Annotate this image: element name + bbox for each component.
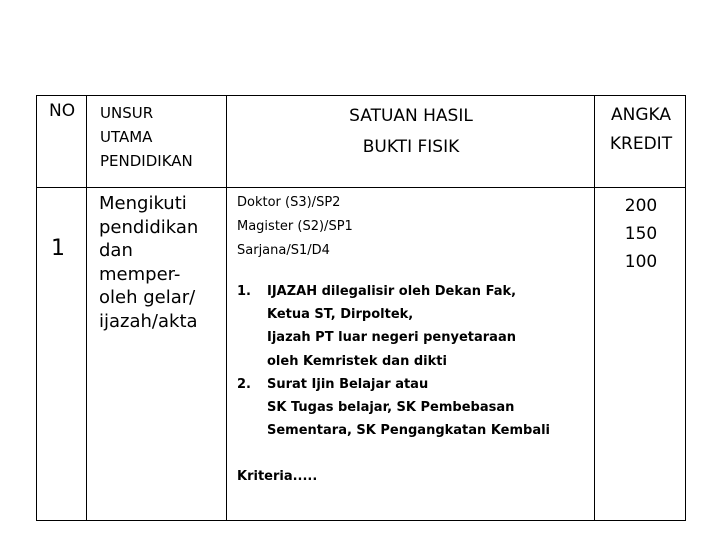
evidence-number: 1. [237, 284, 251, 299]
kriteria-label: Kriteria..... [237, 469, 318, 484]
row-unsur-line: dan [99, 240, 133, 261]
credit-table [36, 95, 686, 521]
header-unsur-line: UTAMA [100, 128, 153, 146]
credit-value: 200 [624, 196, 658, 216]
header-angka-line: KREDIT [609, 134, 673, 154]
header-angka [595, 101, 687, 159]
header-satuan-line: BUKTI FISIK [362, 137, 460, 157]
degree-level: Doktor (S3)/SP2 [237, 195, 341, 210]
evidence-line: Ketua ST, Dirpoltek, [267, 307, 414, 323]
degree-level: Sarjana/S1/D4 [237, 243, 330, 258]
evidence-item [237, 373, 617, 443]
evidence-line: Ijazah PT luar negeri penyetaraan [267, 330, 516, 346]
degree-levels [237, 191, 353, 263]
evidence-line: Sementara, SK Pengangkatan Kembali [267, 423, 551, 439]
evidence-item [237, 280, 617, 373]
evidence-line: oleh Kemristek dan dikti [267, 353, 447, 369]
evidence-line: SK Tugas belajar, SK Pembebasan [267, 400, 515, 416]
evidence-line: IJAZAH dilegalisir oleh Dekan Fak, [267, 284, 517, 299]
header-divider [37, 187, 685, 188]
evidence-list [237, 280, 617, 442]
row-unsur-line: oleh gelar/ [99, 287, 196, 308]
header-unsur [100, 101, 193, 173]
header-no: NO [49, 101, 76, 121]
header-satuan-line: SATUAN HASIL [349, 106, 473, 126]
evidence-line: Surat Ijin Belajar atau [267, 376, 429, 392]
credit-values [595, 192, 687, 276]
header-satuan [227, 101, 595, 163]
evidence-number: 2. [237, 376, 251, 392]
row-unsur-line: ijazah/akta [99, 310, 198, 332]
row-unsur-line: Mengikuti [99, 193, 187, 214]
row-unsur-line: memper- [99, 263, 181, 285]
column-divider [86, 96, 87, 520]
credit-value: 150 [624, 224, 658, 244]
header-unsur-line: PENDIDIKAN [100, 152, 193, 170]
header-unsur-line: UNSUR [100, 104, 154, 122]
credit-value: 100 [624, 252, 658, 272]
row-number: 1 [51, 236, 65, 261]
degree-level: Magister (S2)/SP1 [237, 219, 353, 234]
row-unsur [99, 192, 198, 333]
row-unsur-line: pendidikan [99, 216, 199, 238]
header-angka-line: ANGKA [611, 105, 671, 125]
